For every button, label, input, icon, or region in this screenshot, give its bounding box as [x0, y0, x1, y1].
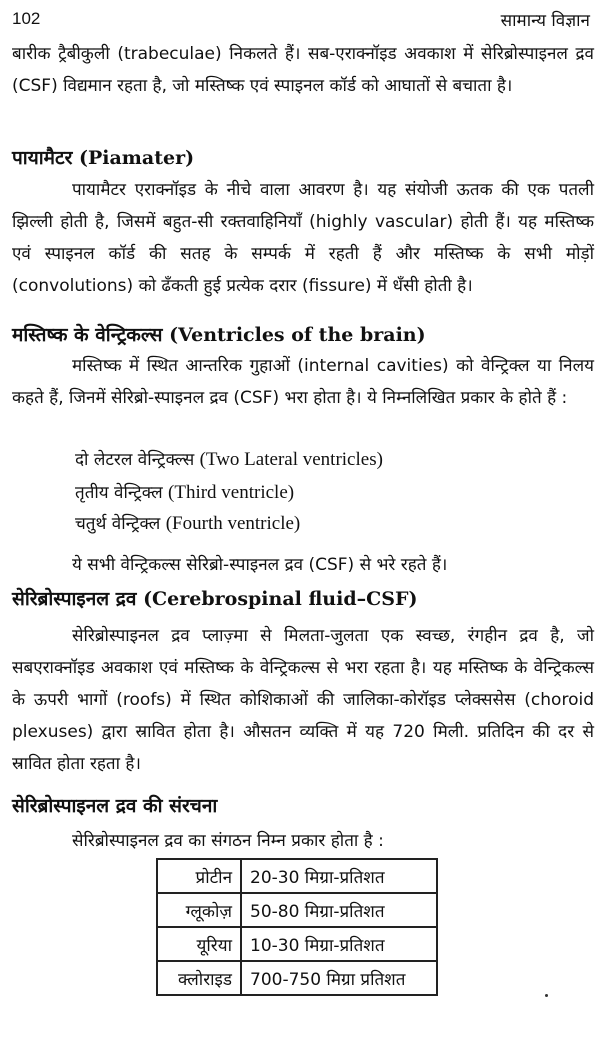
ventricles-closing: ये सभी वेन्ट्रिकल्स सेरिब्रो-स्पाइनल द्रव (CSF) से भरे रहते हैं। — [72, 555, 448, 575]
ink-speck — [545, 994, 548, 997]
ventricles-heading-en: (Ventricles of the brain) — [169, 324, 426, 346]
table-cell-component: प्रोटीन — [157, 859, 241, 893]
ventricle-item — [75, 478, 595, 508]
table-cell-value: 700-750 मिग्रा प्रतिशत — [241, 961, 437, 995]
table-row — [157, 961, 437, 995]
table-cell-component: ग्लूकोज़ — [157, 893, 241, 927]
csf-heading — [12, 584, 594, 614]
intro-paragraph: बारीक ट्रैबीकुली (trabeculae) निकलते हैं। सब-एराक्नॉइड अवकाश में सेरिब्रोस्पाइनल द्रव (CSF) विद्यमान रहता है, जो मस्तिष्क एवं स्पाइनल कॉर्ड को आघातों से बचाता है। — [12, 44, 594, 96]
table-row — [157, 927, 437, 961]
table-cell-component: यूरिया — [157, 927, 241, 961]
piamater-heading-hi: पायामैटर — [12, 147, 73, 169]
running-title: सामान्य विज्ञान — [500, 10, 590, 31]
ventricle-item — [75, 509, 595, 539]
ventricle-item-en: (Third ventricle) — [168, 482, 295, 503]
ventricle-item-en: (Two Lateral ventricles) — [199, 449, 383, 470]
table-cell-component: क्लोराइड — [157, 961, 241, 995]
table-row — [157, 859, 437, 893]
piamater-heading — [12, 143, 594, 173]
table-row — [157, 893, 437, 927]
piamater-paragraph: पायामैटर एराक्नॉइड के नीचे वाला आवरण है। यह संयोजी ऊतक की एक पतली झिल्ली होती है, जिसमें बहुत-सी रक्तवाहिनियाँ (highly vascular) होती हैं। यह मस्तिष्क एवं स्पाइनल कॉर्ड की सतह के सम्पर्क में रहती हैं और मस्तिष्क के सभी मोड़ों (convolutions) को ढँकती हुई प्रत्येक दरार (fissure) में धँसी होती है। — [12, 180, 594, 296]
csf-heading-en: (Cerebrospinal fluid–CSF) — [143, 588, 418, 610]
composition-intro: सेरिब्रोस्पाइनल द्रव का संगठन निम्न प्रकार होता है : — [72, 831, 384, 851]
ventricles-heading — [12, 320, 594, 350]
page-header — [12, 6, 590, 32]
ventricles-heading-hi: मस्तिष्क के वेन्ट्रिकल्स — [12, 324, 163, 346]
table-cell-value: 50-80 मिग्रा-प्रतिशत — [241, 893, 437, 927]
ventricle-item — [75, 445, 595, 475]
csf-composition-table — [156, 858, 438, 996]
ventricle-item-hi: दो लेटरल वेन्ट्रिक्ल्स — [75, 450, 195, 470]
ventricle-item-en: (Fourth ventricle) — [165, 513, 301, 534]
ventricle-item-hi: तृतीय वेन्ट्रिक्ल — [75, 483, 163, 503]
ventricle-item-hi: चतुर्थ वेन्ट्रिक्ल — [75, 514, 161, 534]
table-cell-value: 10-30 मिग्रा-प्रतिशत — [241, 927, 437, 961]
page-number: 102 — [12, 9, 41, 28]
composition-heading: सेरिब्रोस्पाइनल द्रव की संरचना — [12, 795, 218, 817]
table-cell-value: 20-30 मिग्रा-प्रतिशत — [241, 859, 437, 893]
piamater-heading-en: (Piamater) — [79, 147, 195, 169]
csf-heading-hi: सेरिब्रोस्पाइनल द्रव — [12, 588, 137, 610]
ventricles-paragraph: मस्तिष्क में स्थित आन्तरिक गुहाओं (internal cavities) को वेन्ट्रिक्ल या निलय कहते हैं, जिनमें सेरिब्रो-स्पाइनल द्रव (CSF) भरा होता है। ये निम्नलिखित प्रकार के होते हैं : — [12, 356, 594, 408]
csf-paragraph: सेरिब्रोस्पाइनल द्रव प्लाज़्मा से मिलता-जुलता एक स्वच्छ, रंगहीन द्रव है, जो सबएराक्नॉइड अवकाश एवं मस्तिष्क के वेन्ट्रिकल्स से भरा रहता है। यह मस्तिष्क के वेन्ट्रिकल्स के ऊपरी भागों (roofs) में स्थित कोशिकाओं की जालिका-कोरॉइड प्लेक्ससेस (choroid plexuses) द्वारा स्रावित होता है। औसतन व्यक्ति में यह 720 मिली. प्रतिदिन की दर से स्रावित होता रहता है। — [12, 626, 594, 774]
